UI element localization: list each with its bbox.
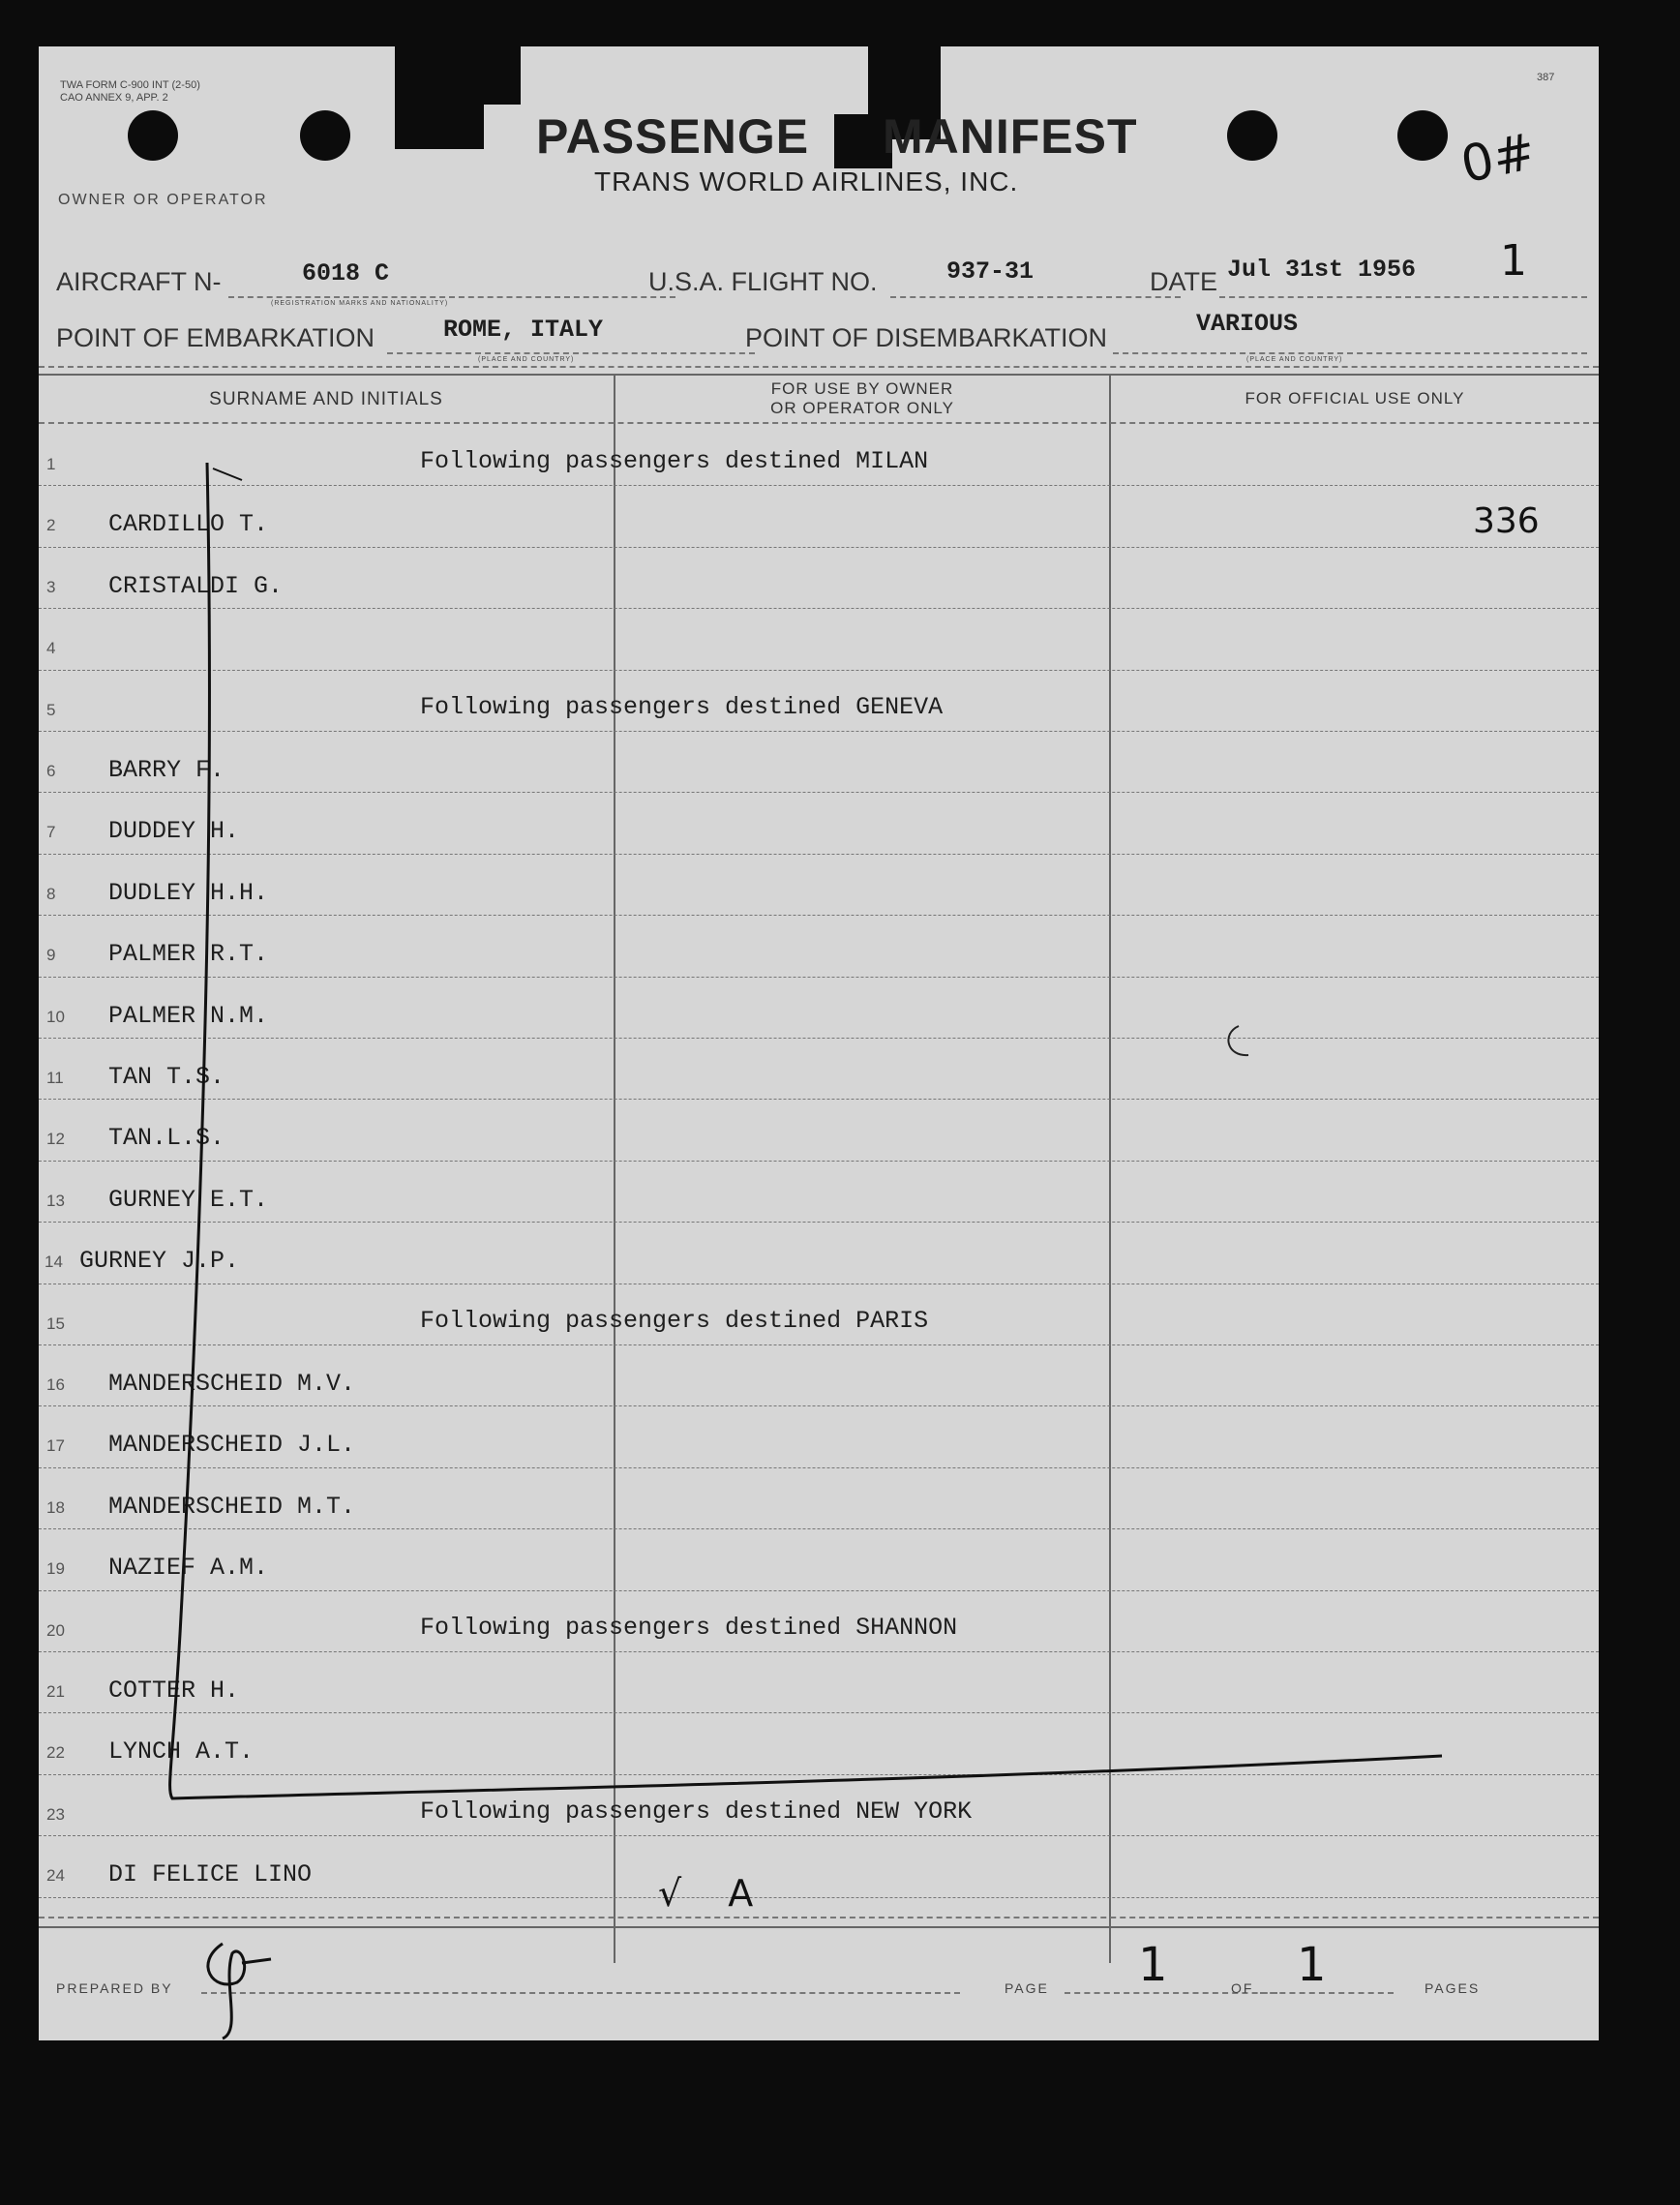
embark-note: (PLACE AND COUNTRY) — [478, 356, 575, 363]
embark-label: POINT OF EMBARKATION — [56, 323, 375, 352]
passenger-name: NAZIEF A.M. — [108, 1554, 269, 1583]
col-header-owner-line2: OR OPERATOR ONLY — [770, 399, 954, 417]
of-value: 1 — [1297, 1938, 1327, 1992]
disembark-value: VARIOUS — [1196, 310, 1299, 338]
passenger-name: COTTER H. — [108, 1676, 240, 1705]
owner-label: OWNER OR OPERATOR — [58, 192, 268, 208]
corner-number: 387 — [1537, 72, 1555, 83]
date-value: Jul 31st 1956 — [1227, 256, 1417, 284]
row-number: 3 — [46, 577, 56, 596]
destination-note: Following passengers destined PARIS — [420, 1306, 929, 1335]
col-header-names: SURNAME AND INITIALS — [209, 389, 443, 409]
manifest-page — [39, 46, 1599, 2040]
aircraft-value: 6018 C — [302, 259, 390, 287]
passenger-name: PALMER R.T. — [108, 940, 269, 969]
handwritten-mark: 0# — [1455, 122, 1542, 196]
official-number: 336 — [1473, 501, 1540, 541]
passenger-name: DUDDEY H. — [108, 817, 240, 846]
handwritten-number: 1 — [1500, 236, 1527, 286]
passenger-name: MANDERSCHEID J.L. — [108, 1431, 356, 1460]
destination-note: Following passengers destined SHANNON — [420, 1613, 958, 1642]
row-number: 21 — [46, 1682, 65, 1701]
row-number: 14 — [45, 1253, 63, 1272]
passenger-name: PALMER N.M. — [108, 1001, 269, 1030]
row-number: 5 — [46, 700, 56, 719]
row-number: 7 — [46, 823, 56, 842]
passenger-name: MANDERSCHEID M.T. — [108, 1492, 356, 1521]
passenger-name: GURNEY E.T. — [108, 1185, 269, 1214]
passenger-name: GURNEY J.P. — [79, 1247, 240, 1276]
row-number: 2 — [46, 516, 56, 535]
row-number: 18 — [46, 1497, 65, 1517]
row-number: 23 — [46, 1804, 65, 1824]
disembark-note: (PLACE AND COUNTRY) — [1246, 356, 1343, 363]
row-number: 15 — [46, 1314, 65, 1333]
row-number: 16 — [46, 1375, 65, 1394]
col-header-owner-line1: FOR USE BY OWNER — [770, 379, 954, 398]
row24-handwritten-marks: √ A — [658, 1872, 771, 1915]
form-code-line1: TWA FORM C-900 INT (2-50) — [60, 79, 200, 91]
row-number: 24 — [46, 1866, 65, 1886]
row-number: 8 — [46, 884, 56, 903]
passenger-name: CARDILLO T. — [108, 510, 269, 539]
passenger-name: BARRY F. — [108, 756, 225, 784]
passenger-name: TAN.L.S. — [108, 1124, 225, 1153]
row-number: 6 — [46, 762, 56, 780]
handwritten-bracket-line — [39, 46, 1599, 2040]
pages-label: PAGES — [1425, 1980, 1481, 1996]
destination-note: Following passengers destined MILAN — [420, 447, 929, 475]
page-value: 1 — [1138, 1938, 1168, 1992]
destination-note: Following passengers destined NEW YORK — [420, 1797, 973, 1826]
form-code-line2: CAO ANNEX 9, APP. 2 — [60, 92, 168, 104]
row-number: 13 — [46, 1191, 65, 1210]
title-part2: MANIFEST — [883, 109, 1138, 164]
passenger-name: DI FELICE LINO — [108, 1860, 313, 1889]
row-number: 12 — [46, 1130, 65, 1149]
row-number: 1 — [46, 455, 56, 473]
registration-note: (REGISTRATION MARKS AND NATIONALITY) — [271, 300, 449, 307]
of-line — [1260, 1992, 1394, 1994]
disembark-label: POINT OF DISEMBARKATION — [745, 323, 1108, 352]
passenger-name: LYNCH A.T. — [108, 1737, 255, 1767]
of-label: OF — [1231, 1980, 1254, 1996]
prepared-by-label: PREPARED BY — [56, 1980, 173, 1996]
date-label: DATE — [1150, 267, 1218, 296]
page-label: PAGE — [1005, 1980, 1049, 1996]
flight-value: 937-31 — [946, 257, 1035, 286]
aircraft-label: AIRCRAFT N- — [56, 267, 222, 296]
col-header-official: FOR OFFICIAL USE ONLY — [1245, 389, 1465, 408]
title-part1: PASSENGE — [536, 109, 810, 164]
row-number: 9 — [46, 946, 56, 965]
preparer-signature — [184, 1924, 329, 2040]
passenger-name: CRISTALDI G. — [108, 571, 284, 600]
row-number: 11 — [46, 1069, 64, 1087]
passenger-name: DUDLEY H.H. — [108, 878, 269, 907]
row-number: 10 — [46, 1007, 65, 1026]
row-number: 4 — [46, 639, 56, 658]
airline-name: TRANS WORLD AIRLINES, INC. — [594, 166, 1019, 196]
destination-note: Following passengers destined GENEVA — [420, 692, 944, 721]
flight-label: U.S.A. FLIGHT NO. — [648, 267, 878, 296]
embark-value: ROME, ITALY — [443, 316, 604, 344]
passenger-name: TAN T.S. — [108, 1063, 225, 1091]
row-number: 22 — [46, 1743, 65, 1763]
row-number: 19 — [46, 1559, 65, 1579]
passenger-name: MANDERSCHEID M.V. — [108, 1370, 356, 1398]
row-number: 17 — [46, 1436, 65, 1456]
row-number: 20 — [46, 1620, 65, 1640]
